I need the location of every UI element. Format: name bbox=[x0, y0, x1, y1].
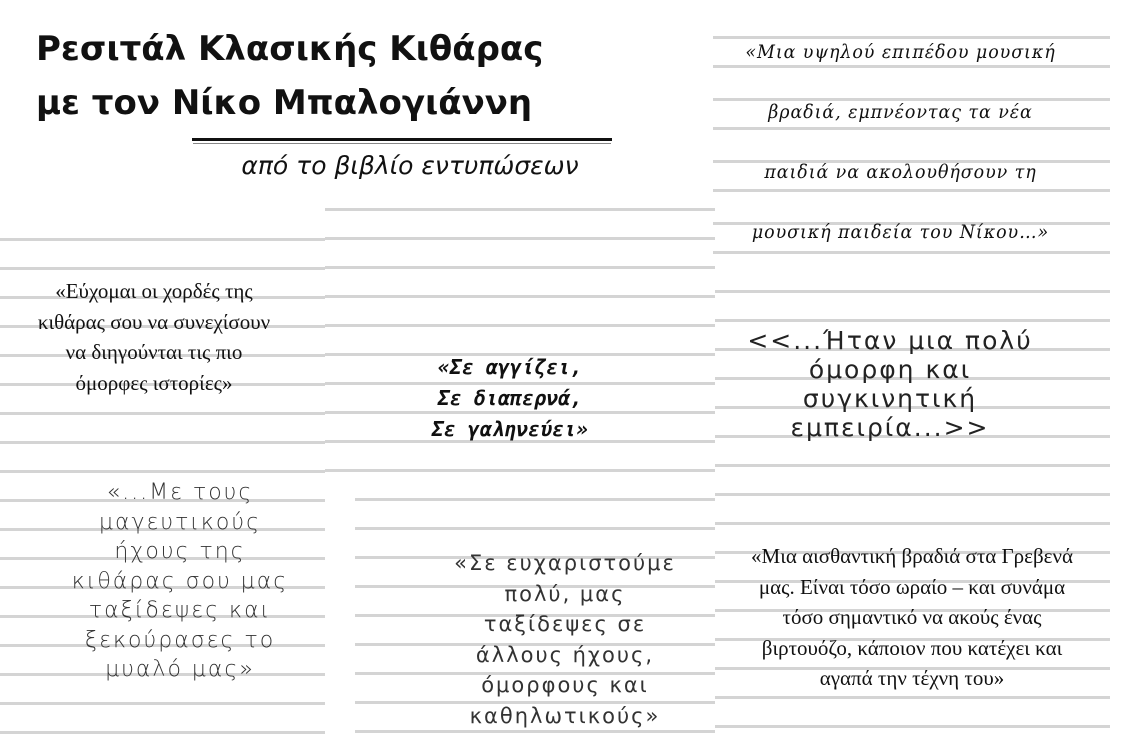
quote-line: «Σε ευχαριστούμε bbox=[454, 551, 676, 575]
quote-line: εμπειρία...>> bbox=[790, 413, 990, 442]
title-line-2: με τον Νίκο Μπαλογιάννη bbox=[36, 83, 533, 123]
quote-center-2 bbox=[420, 548, 710, 731]
quote-left-2 bbox=[30, 478, 330, 685]
quote-right-2 bbox=[725, 326, 1055, 442]
quote-line: συγκινητική bbox=[802, 384, 978, 413]
quote-line: «Εύχομαι οι χορδές της bbox=[55, 279, 253, 303]
quote-line: μαγευτικούς bbox=[98, 509, 262, 535]
quote-line: «...Με τους bbox=[106, 480, 254, 505]
quote-line: να διηγούνται τις πιο bbox=[65, 340, 243, 364]
quote-line: παιδιά να ακολουθήσουν τη bbox=[764, 161, 1037, 183]
quote-line: ταξίδεψες και bbox=[88, 598, 272, 623]
quote-line: «Μια υψηλού επιπέδου μουσική bbox=[745, 41, 1056, 63]
quote-line: όμορφη και bbox=[808, 355, 972, 384]
page-title bbox=[36, 22, 636, 130]
quote-line: ταξίδεψες σε bbox=[483, 612, 647, 636]
quote-line: μας. Είναι τόσο ωραίο – και συνάμα bbox=[758, 574, 1066, 599]
page-subtitle: από το βιβλίο εντυπώσεων bbox=[241, 151, 579, 180]
quote-line: όμορφες ιστορίες» bbox=[75, 370, 233, 395]
quote-left-1 bbox=[4, 276, 304, 398]
quote-line: ξεκούρασες το bbox=[84, 627, 276, 653]
quote-line: βιρτουόζο, κάποιον που κατέχει και bbox=[761, 635, 1063, 660]
quote-right-3 bbox=[716, 541, 1108, 694]
quote-line: όμορφους και bbox=[481, 673, 649, 697]
quote-line: «Μια αισθαντική βραδιά στα Γρεβενά bbox=[751, 544, 1073, 568]
quote-line: καθηλωτικούς» bbox=[469, 703, 661, 728]
quote-line: κιθάρας σου μας bbox=[71, 568, 289, 594]
quote-line: ήχους της bbox=[114, 539, 246, 564]
quote-line: αγαπά την τέχνη του» bbox=[819, 666, 1005, 690]
quote-line: μυαλό μας» bbox=[105, 657, 255, 682]
title-underline bbox=[192, 138, 612, 141]
quote-line: βραδιά, εμπνέοντας τα νέα bbox=[768, 101, 1033, 123]
quote-top-right bbox=[733, 22, 1069, 262]
quote-line: Σε διαπερνά, bbox=[437, 386, 583, 410]
quote-line: μουσική παιδεία του Νίκου…» bbox=[751, 221, 1050, 243]
quote-center-1 bbox=[400, 352, 620, 445]
quote-line: Σε γαληνεύει» bbox=[431, 417, 589, 441]
quote-line: άλλους ήχους, bbox=[475, 642, 655, 667]
quote-line: <<...Ήταν μια πολύ bbox=[747, 326, 1033, 355]
quote-line: κιθάρας σου να συνεχίσουν bbox=[37, 309, 271, 334]
title-line-1: Ρεσιτάλ Κλασικής Κιθάρας bbox=[36, 29, 544, 69]
quote-line: πολύ, μας bbox=[504, 581, 626, 606]
quote-line: τόσο σημαντικό να ακούς ένας bbox=[782, 605, 1042, 629]
quote-line: «Σε αγγίζει, bbox=[437, 355, 583, 379]
